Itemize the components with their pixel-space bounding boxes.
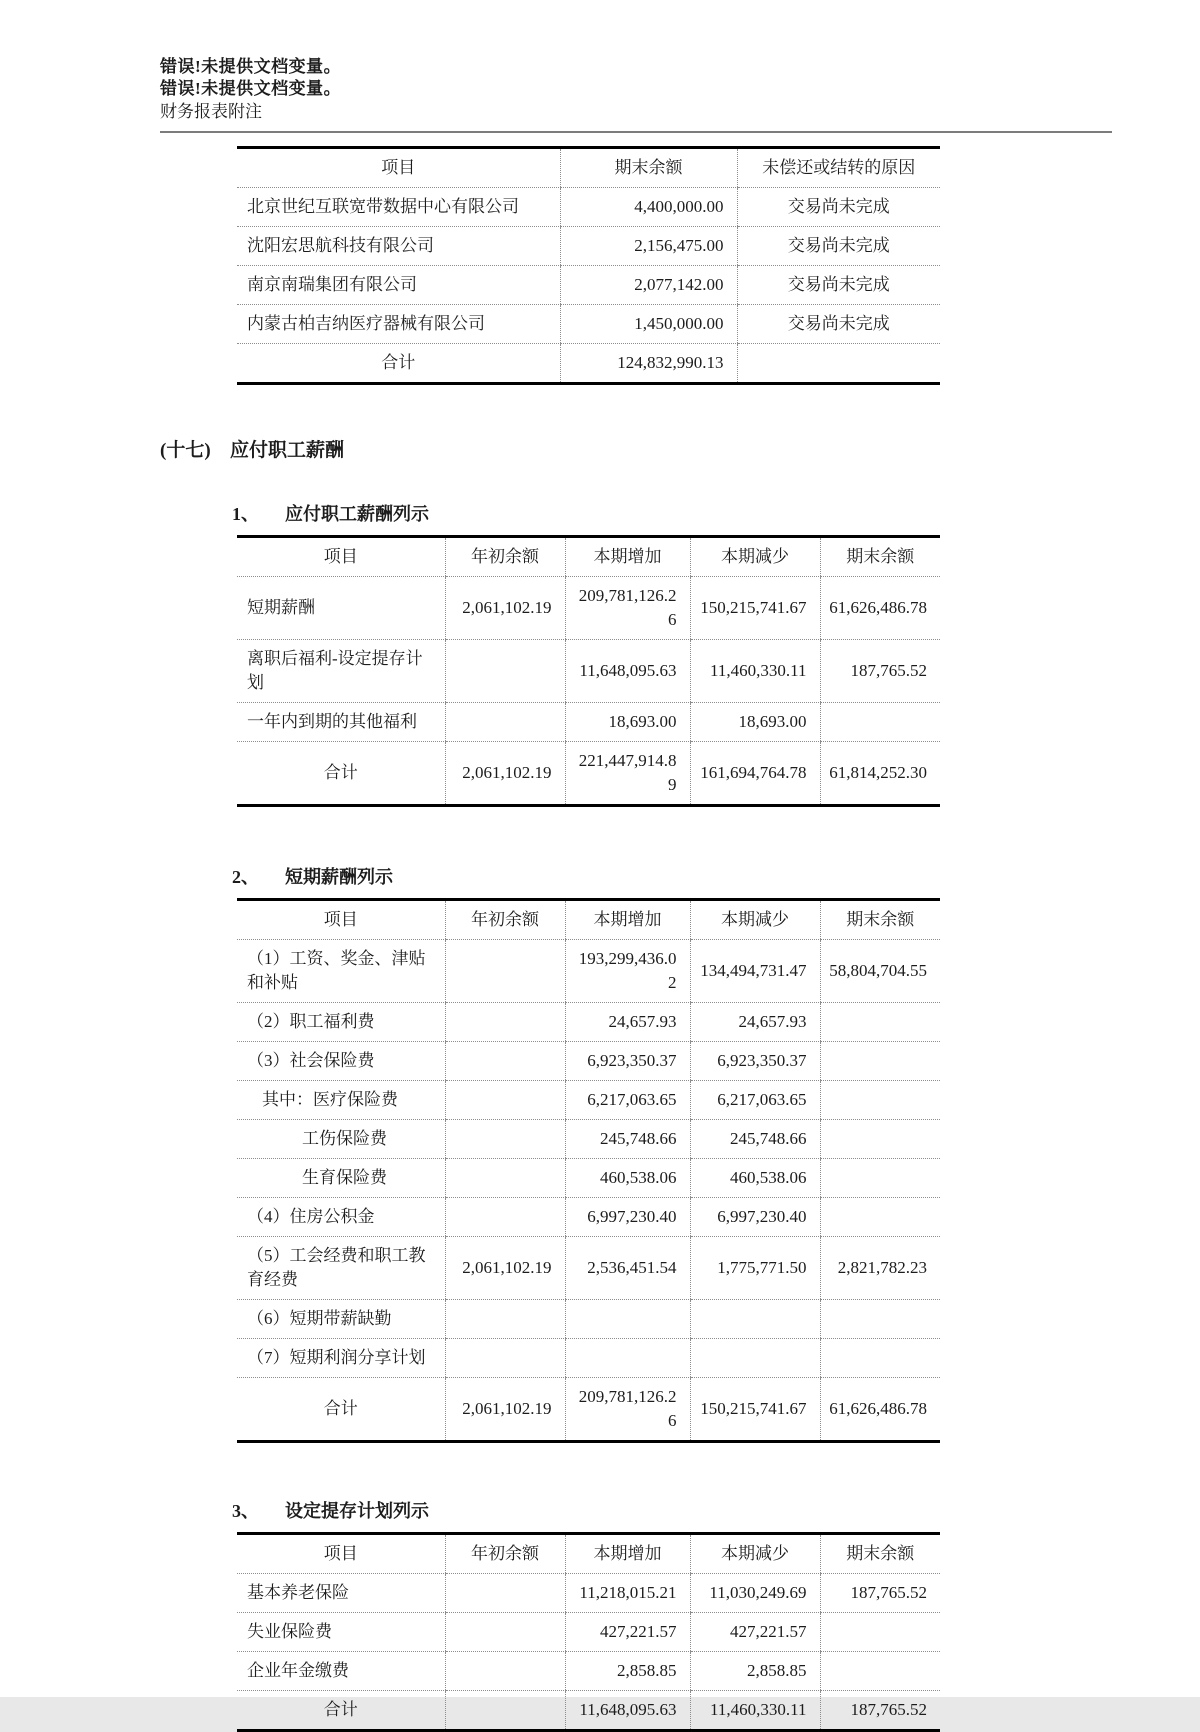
opening-balance-cell [445, 1691, 565, 1731]
col-header-decrease: 本期减少 [690, 1534, 820, 1574]
col-header-closing-balance: 期末余额 [560, 148, 737, 188]
increase-cell: 221,447,914.89 [565, 742, 690, 806]
item-name-cell: 合计 [237, 344, 560, 384]
increase-cell: 6,923,350.37 [565, 1042, 690, 1081]
header-error-line-1: 错误!未提供文档变量。 [160, 57, 342, 76]
table-row [237, 640, 940, 703]
closing-balance-cell: 124,832,990.13 [560, 344, 737, 384]
item-name-cell: 失业保险费 [237, 1613, 445, 1652]
reason-cell: 交易尚未完成 [737, 227, 940, 266]
payroll-summary-table-body [237, 577, 940, 806]
closing-balance-cell [820, 1003, 940, 1042]
col-header-opening-balance: 年初余额 [445, 1534, 565, 1574]
table-row [237, 344, 940, 384]
decrease-cell: 134,494,731.47 [690, 940, 820, 1003]
decrease-cell: 245,748.66 [690, 1120, 820, 1159]
section-title: 应付职工薪酬 [230, 440, 345, 461]
decrease-cell: 6,217,063.65 [690, 1081, 820, 1120]
unpaid-balance-table [237, 146, 940, 385]
col-header-item: 项目 [237, 900, 445, 940]
closing-balance-cell [820, 1613, 940, 1652]
increase-cell: 2,536,451.54 [565, 1237, 690, 1300]
col-header-decrease: 本期减少 [690, 900, 820, 940]
decrease-cell: 161,694,764.78 [690, 742, 820, 806]
opening-balance-cell: 2,061,102.19 [445, 742, 565, 806]
page-header [160, 0, 1200, 123]
short-term-compensation-table-body [237, 940, 940, 1442]
subsection-3-number: 3、 [232, 1501, 259, 1521]
increase-cell: 460,538.06 [565, 1159, 690, 1198]
unpaid-table-header-row [237, 148, 940, 188]
col-header-reason: 未偿还或结转的原因 [737, 148, 940, 188]
closing-balance-cell: 1,450,000.00 [560, 305, 737, 344]
defined-contribution-plan-table [237, 1532, 940, 1732]
item-name-cell: 企业年金缴费 [237, 1652, 445, 1691]
closing-balance-cell [820, 1300, 940, 1339]
item-name-cell: 基本养老保险 [237, 1574, 445, 1613]
unpaid-table-body [237, 188, 940, 384]
increase-cell: 6,997,230.40 [565, 1198, 690, 1237]
opening-balance-cell [445, 1081, 565, 1120]
item-name-cell: （5）工会经费和职工教育经费 [237, 1237, 445, 1300]
table-row [237, 1003, 940, 1042]
opening-balance-cell [445, 1003, 565, 1042]
payroll-summary-table [237, 535, 940, 807]
opening-balance-cell [445, 1300, 565, 1339]
item-name-cell: 内蒙古柏吉纳医疗器械有限公司 [237, 305, 560, 344]
col-header-item: 项目 [237, 1534, 445, 1574]
opening-balance-cell [445, 940, 565, 1003]
decrease-cell: 2,858.85 [690, 1652, 820, 1691]
col-header-closing-balance: 期末余额 [820, 900, 940, 940]
opening-balance-cell [445, 1339, 565, 1378]
section-heading [160, 435, 1200, 462]
decrease-cell: 150,215,741.67 [690, 577, 820, 640]
col-header-item: 项目 [237, 537, 445, 577]
decrease-cell: 6,997,230.40 [690, 1198, 820, 1237]
table-row [237, 577, 940, 640]
opening-balance-cell [445, 1574, 565, 1613]
opening-balance-cell [445, 1652, 565, 1691]
table-row [237, 1159, 940, 1198]
increase-cell: 11,648,095.63 [565, 1691, 690, 1731]
opening-balance-cell: 2,061,102.19 [445, 577, 565, 640]
closing-balance-cell [820, 1339, 940, 1378]
increase-cell: 24,657.93 [565, 1003, 690, 1042]
closing-balance-cell: 58,804,704.55 [820, 940, 940, 1003]
decrease-cell [690, 1300, 820, 1339]
table-row [237, 1237, 940, 1300]
increase-cell: 209,781,126.26 [565, 577, 690, 640]
table-row [237, 1081, 940, 1120]
decrease-cell: 460,538.06 [690, 1159, 820, 1198]
increase-cell: 18,693.00 [565, 703, 690, 742]
table-row [237, 1691, 940, 1731]
closing-balance-cell: 61,626,486.78 [820, 1378, 940, 1442]
closing-balance-cell: 61,814,252.30 [820, 742, 940, 806]
closing-balance-cell [820, 1081, 940, 1120]
payroll-summary-header-row [237, 537, 940, 577]
item-name-cell: 其中：医疗保险费 [237, 1081, 445, 1120]
header-subtitle: 财务报表附注 [160, 102, 262, 121]
closing-balance-cell: 4,400,000.00 [560, 188, 737, 227]
opening-balance-cell [445, 1198, 565, 1237]
col-header-decrease: 本期减少 [690, 537, 820, 577]
item-name-cell: （3）社会保险费 [237, 1042, 445, 1081]
subsection-3-heading [232, 1497, 1200, 1523]
reason-cell: 交易尚未完成 [737, 305, 940, 344]
reason-cell: 交易尚未完成 [737, 188, 940, 227]
header-error-line-2: 错误!未提供文档变量。 [160, 79, 342, 98]
item-name-cell: 工伤保险费 [237, 1120, 445, 1159]
subsection-2-title: 短期薪酬列示 [285, 867, 393, 887]
item-name-cell: 离职后福利-设定提存计划 [237, 640, 445, 703]
reason-cell: 交易尚未完成 [737, 266, 940, 305]
subsection-2-heading [232, 863, 1200, 889]
closing-balance-cell [820, 703, 940, 742]
table-row [237, 1613, 940, 1652]
item-name-cell: （1）工资、奖金、津贴和补贴 [237, 940, 445, 1003]
item-name-cell: 合计 [237, 742, 445, 806]
table-row [237, 1574, 940, 1613]
col-header-opening-balance: 年初余额 [445, 900, 565, 940]
decrease-cell: 11,460,330.11 [690, 640, 820, 703]
closing-balance-cell: 61,626,486.78 [820, 577, 940, 640]
item-name-cell: 生育保险费 [237, 1159, 445, 1198]
closing-balance-cell: 2,821,782.23 [820, 1237, 940, 1300]
opening-balance-cell [445, 1042, 565, 1081]
closing-balance-cell [820, 1042, 940, 1081]
table-row [237, 1339, 940, 1378]
opening-balance-cell: 2,061,102.19 [445, 1237, 565, 1300]
decrease-cell: 427,221.57 [690, 1613, 820, 1652]
table-row [237, 1198, 940, 1237]
decrease-cell: 11,030,249.69 [690, 1574, 820, 1613]
table-row [237, 188, 940, 227]
table-row [237, 305, 940, 344]
item-name-cell: 一年内到期的其他福利 [237, 703, 445, 742]
subsection-1-number: 1、 [232, 504, 259, 524]
closing-balance-cell: 2,156,475.00 [560, 227, 737, 266]
section-number: (十七) [160, 440, 211, 461]
increase-cell: 2,858.85 [565, 1652, 690, 1691]
increase-cell: 11,648,095.63 [565, 640, 690, 703]
closing-balance-cell [820, 1198, 940, 1237]
decrease-cell: 18,693.00 [690, 703, 820, 742]
table-row [237, 940, 940, 1003]
closing-balance-cell: 187,765.52 [820, 1691, 940, 1731]
opening-balance-cell [445, 703, 565, 742]
subsection-2-number: 2、 [232, 867, 259, 887]
increase-cell: 11,218,015.21 [565, 1574, 690, 1613]
table-row [237, 227, 940, 266]
col-header-increase: 本期增加 [565, 1534, 690, 1574]
decrease-cell: 11,460,330.11 [690, 1691, 820, 1731]
closing-balance-cell: 187,765.52 [820, 640, 940, 703]
subsection-1-heading [232, 500, 1200, 526]
table-row [237, 266, 940, 305]
increase-cell: 245,748.66 [565, 1120, 690, 1159]
table-row [237, 1652, 940, 1691]
decrease-cell: 6,923,350.37 [690, 1042, 820, 1081]
item-name-cell: （2）职工福利费 [237, 1003, 445, 1042]
table-row [237, 1378, 940, 1442]
col-header-increase: 本期增加 [565, 900, 690, 940]
closing-balance-cell [820, 1652, 940, 1691]
closing-balance-cell: 187,765.52 [820, 1574, 940, 1613]
subsection-3-title: 设定提存计划列示 [285, 1501, 429, 1521]
item-name-cell: 南京南瑞集团有限公司 [237, 266, 560, 305]
increase-cell: 193,299,436.02 [565, 940, 690, 1003]
item-name-cell: 北京世纪互联宽带数据中心有限公司 [237, 188, 560, 227]
decrease-cell [690, 1339, 820, 1378]
item-name-cell: 合计 [237, 1378, 445, 1442]
decrease-cell: 1,775,771.50 [690, 1237, 820, 1300]
table-row [237, 1300, 940, 1339]
opening-balance-cell [445, 1613, 565, 1652]
increase-cell: 427,221.57 [565, 1613, 690, 1652]
short-term-compensation-table [237, 898, 940, 1443]
defined-contribution-header-row [237, 1534, 940, 1574]
opening-balance-cell [445, 640, 565, 703]
item-name-cell: 合计 [237, 1691, 445, 1731]
reason-cell [737, 344, 940, 384]
increase-cell [565, 1300, 690, 1339]
item-name-cell: （4）住房公积金 [237, 1198, 445, 1237]
closing-balance-cell [820, 1120, 940, 1159]
decrease-cell: 24,657.93 [690, 1003, 820, 1042]
col-header-opening-balance: 年初余额 [445, 537, 565, 577]
header-divider [160, 131, 1112, 133]
subsection-1-title: 应付职工薪酬列示 [285, 504, 429, 524]
opening-balance-cell [445, 1120, 565, 1159]
increase-cell [565, 1339, 690, 1378]
increase-cell: 209,781,126.26 [565, 1378, 690, 1442]
item-name-cell: 短期薪酬 [237, 577, 445, 640]
table-row [237, 1042, 940, 1081]
short-term-compensation-header-row [237, 900, 940, 940]
opening-balance-cell [445, 1159, 565, 1198]
increase-cell: 6,217,063.65 [565, 1081, 690, 1120]
table-row [237, 742, 940, 806]
item-name-cell: （6）短期带薪缺勤 [237, 1300, 445, 1339]
col-header-closing-balance: 期末余额 [820, 1534, 940, 1574]
decrease-cell: 150,215,741.67 [690, 1378, 820, 1442]
opening-balance-cell: 2,061,102.19 [445, 1378, 565, 1442]
col-header-closing-balance: 期末余额 [820, 537, 940, 577]
table-row [237, 1120, 940, 1159]
item-name-cell: 沈阳宏思航科技有限公司 [237, 227, 560, 266]
col-header-increase: 本期增加 [565, 537, 690, 577]
closing-balance-cell [820, 1159, 940, 1198]
closing-balance-cell: 2,077,142.00 [560, 266, 737, 305]
table-row [237, 703, 940, 742]
col-header-item: 项目 [237, 148, 560, 188]
defined-contribution-table-body [237, 1574, 940, 1731]
item-name-cell: （7）短期利润分享计划 [237, 1339, 445, 1378]
